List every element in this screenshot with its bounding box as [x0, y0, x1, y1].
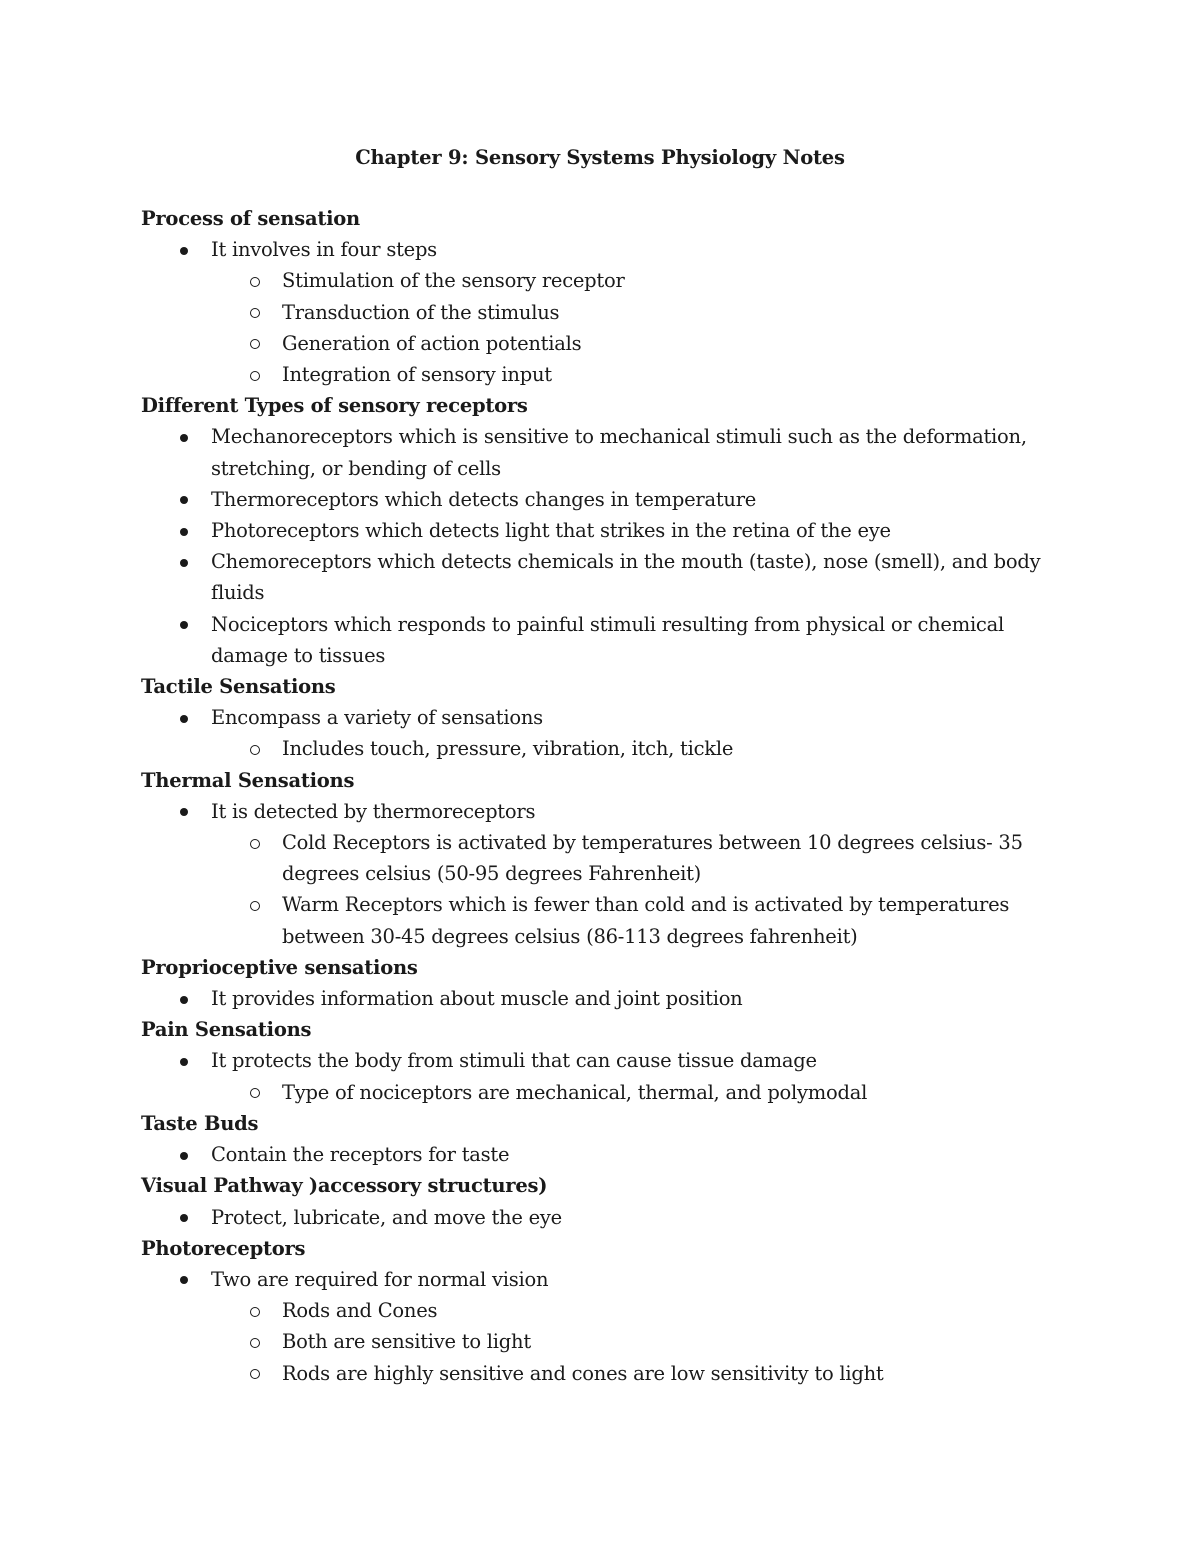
- bullet-list: [141, 1045, 1041, 1107]
- section-heading: Thermal Sensations: [141, 768, 355, 792]
- sub-bullet-text: Rods and Cones: [282, 1299, 438, 1323]
- section-heading: Process of sensation: [141, 207, 360, 230]
- sub-bullet-item: [211, 265, 1041, 296]
- section-heading: Proprioceptive sensations: [141, 955, 418, 979]
- sub-bullet-list: [211, 1077, 1041, 1108]
- bullet-list: [141, 421, 1041, 671]
- bullet-text: Protect, lubricate, and move the eye: [211, 1205, 562, 1229]
- bullet-text: Chemoreceptors which detects chemicals in the mouth (taste), nose (smell), and body fluids: [211, 550, 1041, 605]
- sub-bullet-item: [211, 297, 1041, 328]
- sub-bullet-item: [211, 733, 1041, 764]
- sub-bullet-list: [211, 733, 1041, 764]
- sub-bullet-item: [211, 1326, 1041, 1357]
- bullet-item: [141, 983, 1041, 1014]
- sub-bullet-item: [211, 1077, 1041, 1108]
- sub-bullet-text: Includes touch, pressure, vibration, itch, tickle: [282, 737, 734, 761]
- bullet-list: [141, 983, 1041, 1014]
- bullet-item: [141, 515, 1041, 546]
- sub-bullet-list: [211, 1295, 1041, 1389]
- sub-bullet-item: [211, 827, 1041, 889]
- bullet-list: [141, 1202, 1041, 1233]
- page-title: Chapter 9: Sensory Systems Physiology Notes: [355, 146, 845, 169]
- sub-bullet-text: Warm Receptors which is fewer than cold and is activated by temperatures between 30-45 degrees celsius (86-113 degrees fahrenheit): [282, 893, 1010, 948]
- bullet-item: [141, 234, 1041, 390]
- bullet-text: It provides information about muscle and joint position: [211, 987, 743, 1011]
- bullet-list: [141, 796, 1041, 952]
- section-heading: Visual Pathway )accessory structures): [141, 1174, 548, 1198]
- bullet-text: Thermoreceptors which detects changes in temperature: [211, 487, 757, 511]
- bullet-item: [141, 1045, 1041, 1107]
- bullet-item: [141, 1139, 1041, 1170]
- sub-bullet-text: Rods are highly sensitive and cones are low sensitivity to light: [282, 1361, 884, 1385]
- sub-bullet-item: [211, 328, 1041, 359]
- bullet-item: [141, 1264, 1041, 1389]
- notes-body: [141, 203, 1041, 1389]
- sub-bullet-text: Both are sensitive to light: [282, 1330, 531, 1354]
- bullet-text: It protects the body from stimuli that can cause tissue damage: [211, 1049, 817, 1073]
- bullet-text: It involves in four steps: [211, 238, 437, 262]
- section-heading: Photoreceptors: [141, 1236, 306, 1260]
- bullet-text: Photoreceptors which detects light that strikes in the retina of the eye: [211, 519, 891, 543]
- bullet-list: [141, 702, 1041, 764]
- bullet-text: Encompass a variety of sensations: [211, 706, 543, 730]
- section-heading: Tactile Sensations: [141, 675, 336, 699]
- sub-bullet-item: [211, 359, 1041, 390]
- bullet-text: Mechanoreceptors which is sensitive to mechanical stimuli such as the deformation, stretching, or bending of cells: [211, 425, 1027, 480]
- sub-bullet-text: Stimulation of the sensory receptor: [282, 269, 625, 293]
- sub-bullet-text: Type of nociceptors are mechanical, thermal, and polymodal: [282, 1080, 868, 1104]
- bullet-list: [141, 234, 1041, 390]
- sub-bullet-text: Integration of sensory input: [282, 363, 552, 387]
- section-heading: Different Types of sensory receptors: [141, 394, 528, 418]
- bullet-item: [141, 1202, 1041, 1233]
- sub-bullet-text: Cold Receptors is activated by temperatures between 10 degrees celsius- 35 degrees celsius (50-95 degrees Fahrenheit): [282, 831, 1023, 886]
- bullet-text: Nociceptors which responds to painful stimuli resulting from physical or chemical damage to tissues: [211, 612, 1004, 667]
- sub-bullet-item: [211, 1295, 1041, 1326]
- sub-bullet-item: [211, 889, 1041, 951]
- sub-bullet-list: [211, 265, 1041, 390]
- sub-bullet-item: [211, 1358, 1041, 1389]
- bullet-item: [141, 421, 1041, 483]
- section-heading: Pain Sensations: [141, 1018, 312, 1042]
- bullet-text: Contain the receptors for taste: [211, 1143, 510, 1167]
- bullet-item: [141, 796, 1041, 952]
- bullet-list: [141, 1264, 1041, 1389]
- bullet-text: It is detected by thermoreceptors: [211, 799, 536, 823]
- bullet-item: [141, 609, 1041, 671]
- sub-bullet-text: Generation of action potentials: [282, 331, 582, 355]
- sub-bullet-text: Transduction of the stimulus: [282, 300, 560, 324]
- section-heading: Taste Buds: [141, 1111, 259, 1135]
- bullet-list: [141, 1139, 1041, 1170]
- sub-bullet-list: [211, 827, 1041, 952]
- bullet-item: [141, 546, 1041, 608]
- bullet-text: Two are required for normal vision: [211, 1267, 549, 1291]
- bullet-item: [141, 702, 1041, 764]
- bullet-item: [141, 484, 1041, 515]
